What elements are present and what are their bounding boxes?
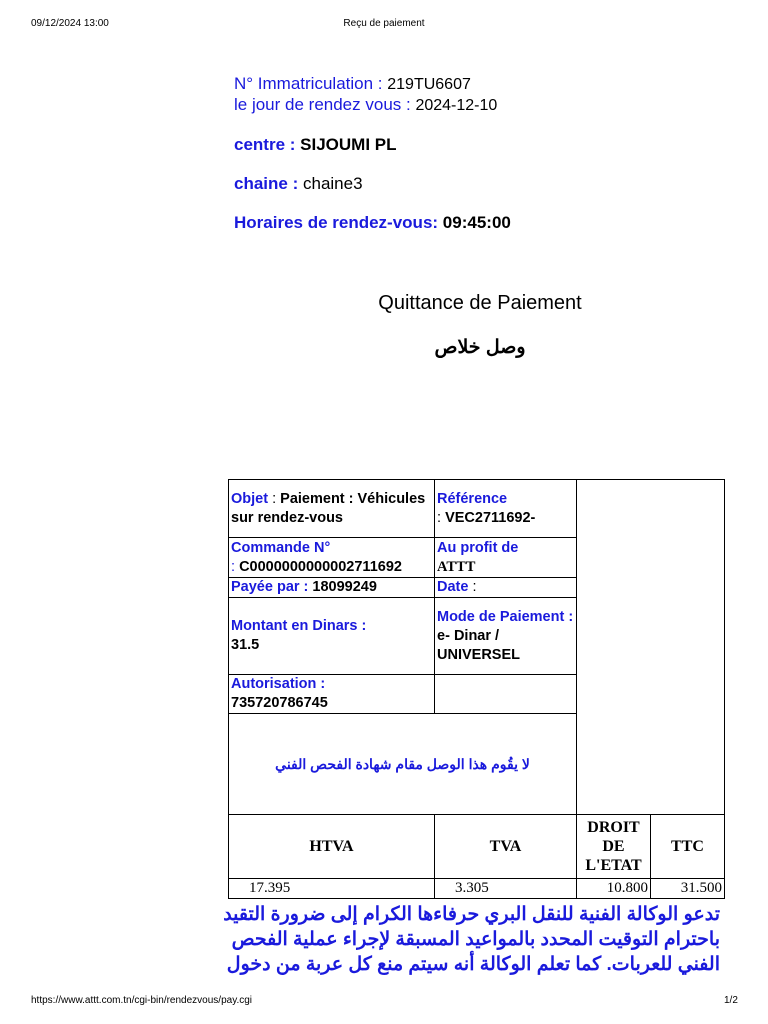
horaires-line (234, 213, 511, 233)
print-url: https://www.attt.com.tn/cgi-bin/rendezvous/pay.cgi (31, 995, 253, 1006)
notice-line-2: باحترام التوقيت المحدد بالمواعيد المسبقة لإجراء عملية الفحص (231, 929, 720, 950)
payee-label: Payée par : (231, 579, 309, 595)
chaine-value: chaine3 (302, 174, 363, 193)
cell-payee (229, 578, 435, 598)
print-title: Reçu de paiement (343, 18, 425, 29)
rdv-day-label: le jour de rendez vous : (234, 95, 411, 114)
row-totals-header (229, 815, 725, 879)
centre-value: SIJOUMI PL (300, 135, 397, 154)
cell-reference: Référence : VEC2711692- (435, 480, 577, 538)
centre-line (234, 135, 397, 155)
reference-value: VEC2711692- (445, 509, 536, 526)
cell-objet: Objet : Paiement : Véhicules sur rendez-vous (229, 480, 435, 538)
print-datetime: 09/12/2024 13:00 (31, 18, 109, 29)
date-label: Date (437, 579, 469, 595)
notice-line-3: الفني للعربات. كما تعلم الوكالة أنه سيتم منع كل عربة من دخول (226, 954, 720, 975)
cell-mode (435, 598, 577, 675)
cell-autorisation (229, 675, 435, 714)
receipt-note-arabic: لا يقُوم هذا الوصل مقام شهادة الفحص الفني (275, 755, 530, 772)
immatriculation-value: 219TU6607 (387, 76, 471, 93)
objet-label: Objet (231, 490, 269, 507)
print-page-number: 1/2 (724, 995, 738, 1006)
header-ttc: TTC (651, 815, 725, 879)
header-htva: HTVA (229, 815, 435, 879)
rdv-day-line (234, 95, 497, 115)
cell-autorisation-empty (435, 675, 577, 714)
montant-value: 31.5 (231, 637, 260, 653)
header-tva: TVA (435, 815, 577, 879)
reference-label: Référence (437, 490, 508, 507)
cell-date: Date : (435, 578, 577, 598)
objet-value: Paiement : Véhicules sur rendez-vous (231, 490, 426, 526)
page-title: Quittance de Paiement (378, 292, 582, 314)
value-tva: 3.305 (435, 879, 577, 899)
notice-line-1: تدعو الوكالة الفنية للنقل البري حرفاءها الكرام إلى ضرورة التقيد (223, 904, 720, 925)
chaine-line (234, 174, 363, 194)
notice-arabic (220, 902, 720, 977)
receipt-table (228, 479, 725, 899)
cell-montant (229, 598, 435, 675)
rdv-day-value: 2024-12-10 (415, 97, 498, 114)
mode-value-2: Dinar / UNIVERSEL (437, 627, 520, 663)
montant-label: Montant en Dinars : (231, 618, 367, 634)
chaine-label: chaine : (234, 174, 299, 193)
row-totals-values (229, 879, 725, 899)
commande-value: C0000000000002711692 (239, 558, 402, 575)
row-objet (229, 480, 725, 538)
payee-value: 18099249 (312, 579, 377, 595)
horaires-value: 09:45:00 (442, 213, 511, 232)
profit-label: Au profit de (437, 539, 519, 556)
value-ttc: 31.500 (651, 879, 725, 899)
profit-value: ATTT (437, 558, 476, 575)
value-droit-etat: 10.800 (577, 879, 651, 899)
mode-label: Mode de Paiement : (437, 608, 574, 625)
cell-profit (435, 538, 577, 578)
horaires-label: Horaires de rendez-vous: (234, 213, 439, 232)
commande-label: Commande N° (231, 539, 331, 556)
immatriculation-label: N° Immatriculation : (234, 74, 383, 93)
autorisation-value: 735720786745 (231, 695, 328, 711)
cell-commande: Commande N° : C0000000000002711692 (229, 538, 435, 578)
header-droit-etat: DROIT DE L'ETAT (577, 815, 651, 879)
immatriculation-line (234, 74, 471, 94)
cell-note (229, 714, 577, 815)
mode-value-1: e- (437, 627, 450, 644)
page-title-arabic: وصل خلاص (434, 337, 526, 358)
value-htva: 17.395 (229, 879, 435, 899)
cell-blank (577, 480, 725, 815)
autorisation-label: Autorisation : (231, 676, 326, 692)
centre-label: centre : (234, 135, 296, 154)
